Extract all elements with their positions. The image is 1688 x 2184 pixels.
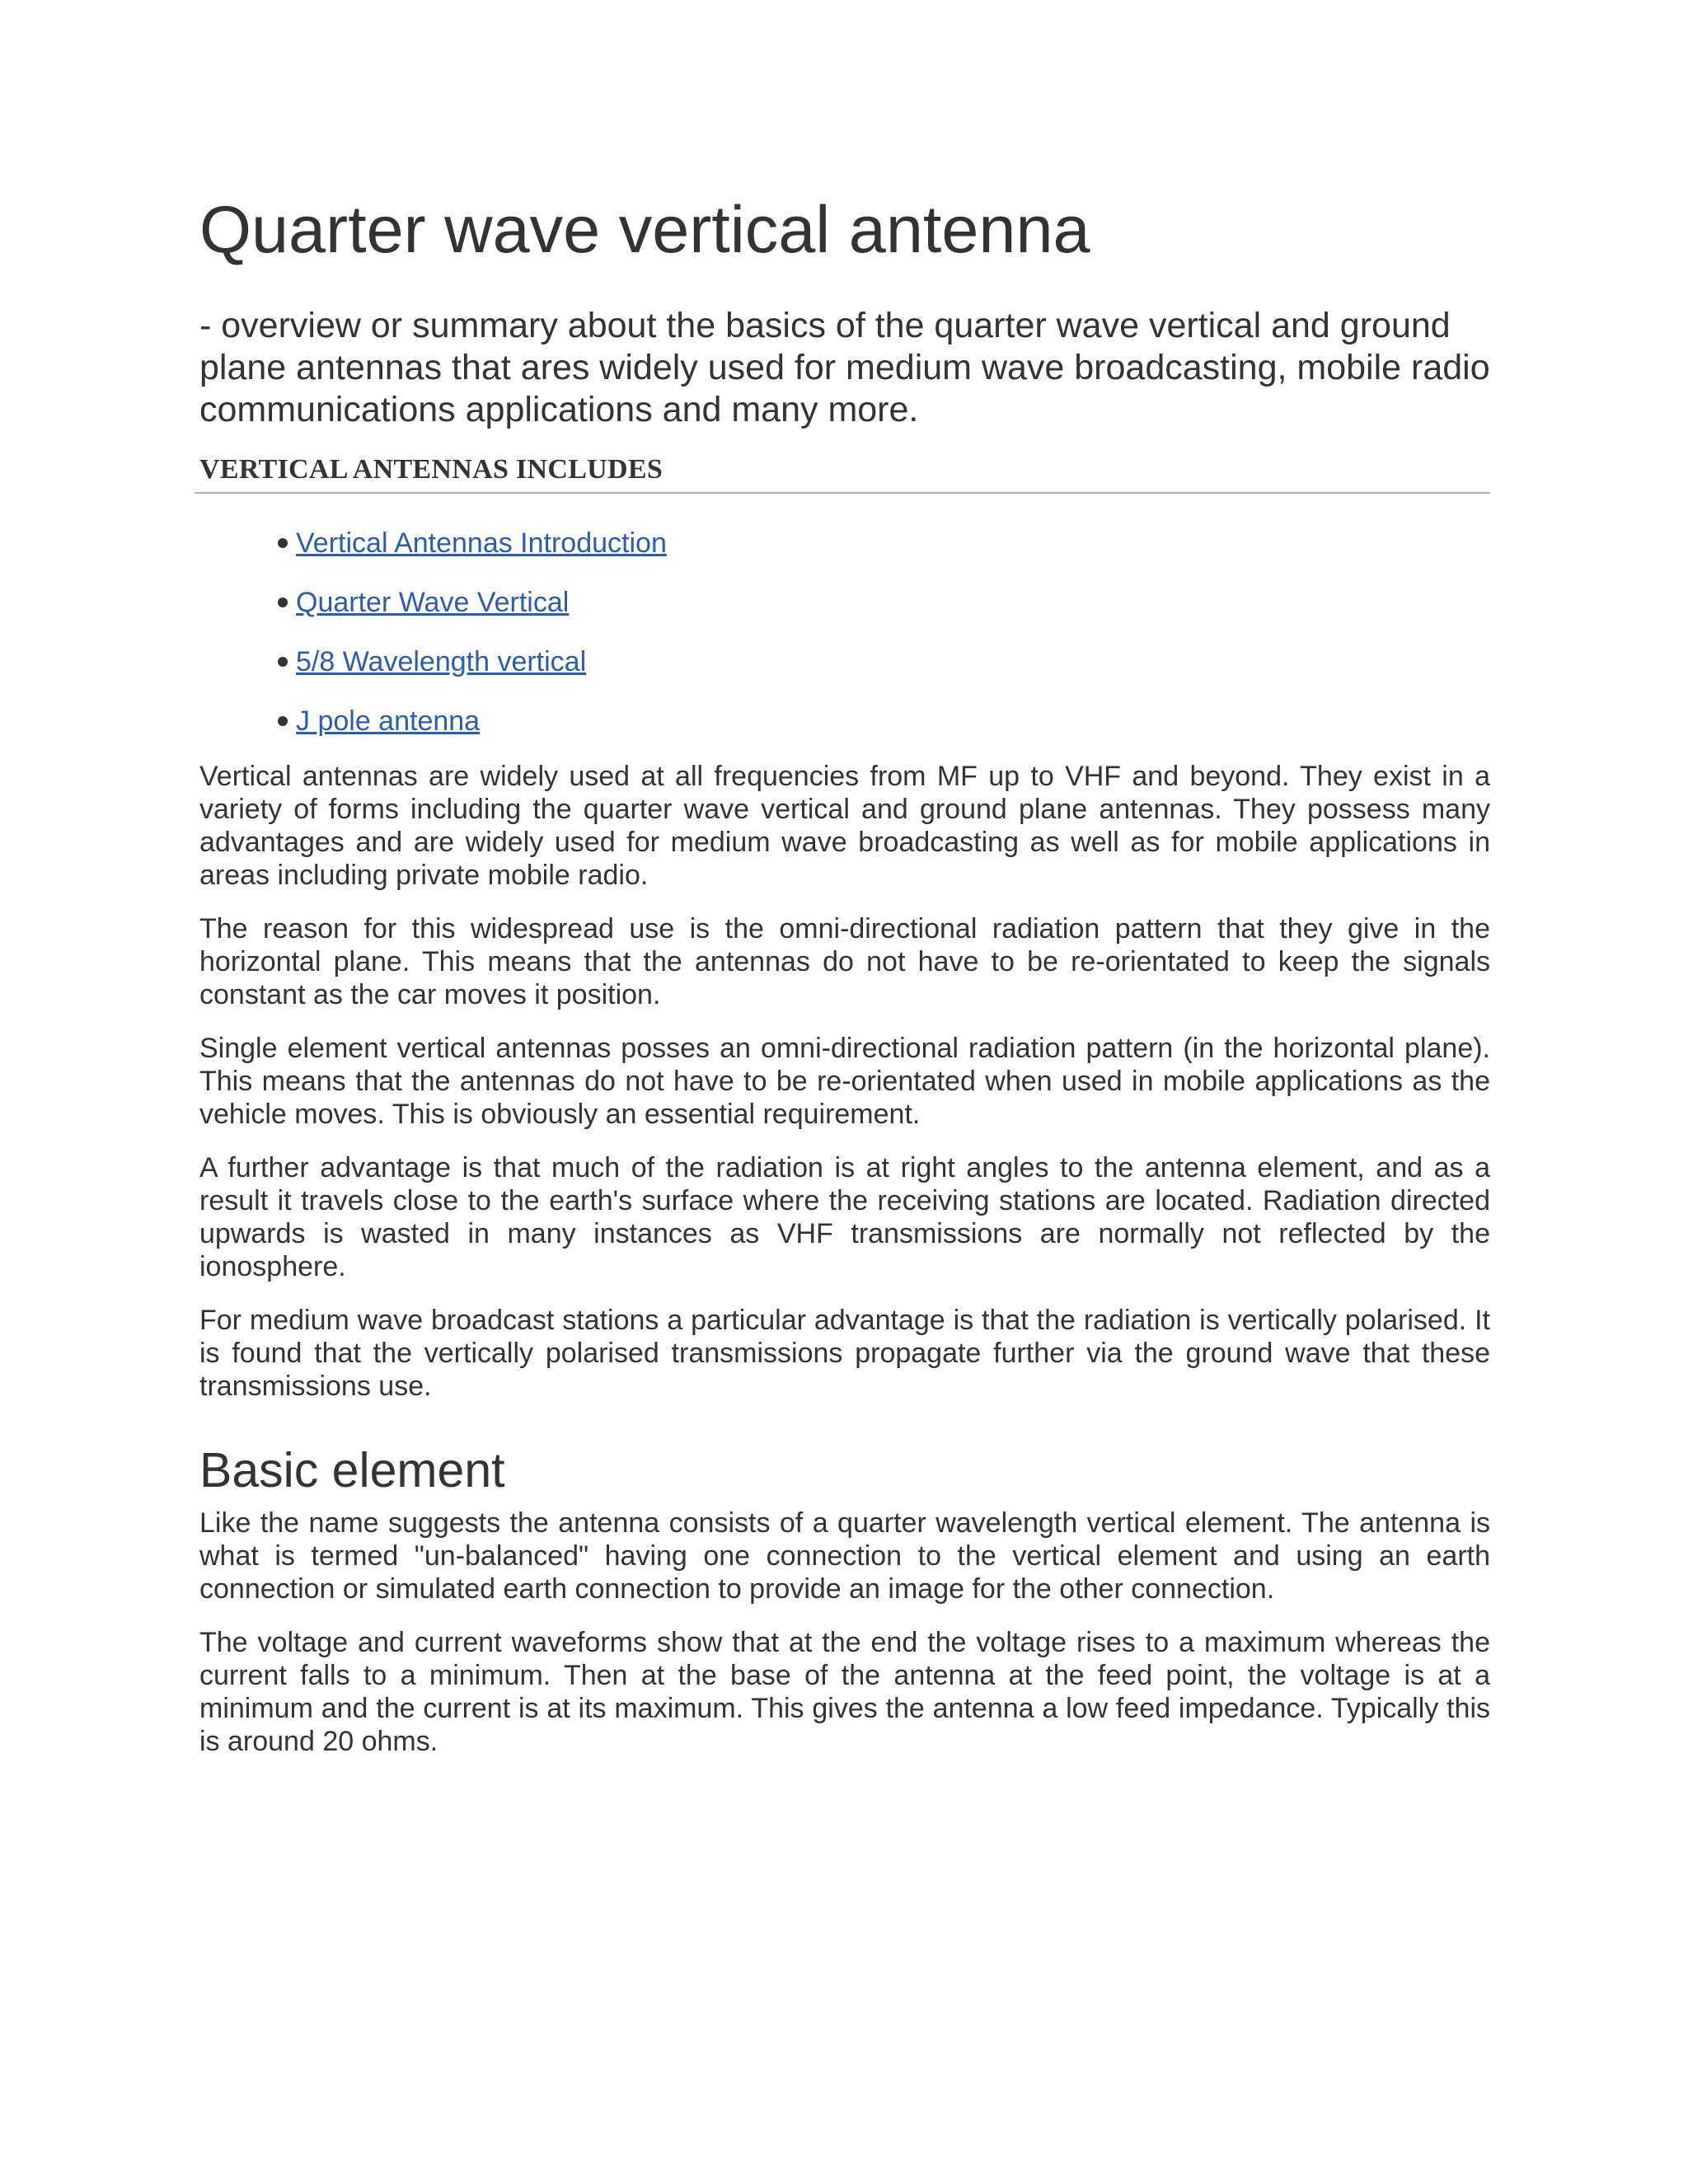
paragraph: A further advantage is that much of the radiation is at right angles to the antenna element, and as a result it travels close to the earth's surface where the receiving stations are located. Radiation directed upwards is wasted in many instances as VHF transmissions are normally not reflected by the ionosphere. — [199, 1152, 1490, 1283]
basic-element-heading: Basic element — [199, 1443, 505, 1498]
paragraph: For medium wave broadcast stations a particular advantage is that the radiation is vertically polarised. It is found that the vertically polarised transmissions propagate further via the ground wave that these transmissions use. — [199, 1305, 1490, 1403]
related-links-list — [199, 527, 1490, 738]
paragraph: Like the name suggests the antenna consists of a quarter wavelength vertical element. The antenna is what is termed "un-balanced" having one connection to the vertical element and using an earth connection or simulated earth connection to provide an image for the other connection. — [199, 1507, 1490, 1605]
page-subtitle: - overview or summary about the basics of the quarter wave vertical and ground plane antennas that ares widely used for medium wave broadcasting, mobile radio communications applications and many more. — [199, 306, 1490, 430]
link-quarter-wave-vertical[interactable]: Quarter Wave Vertical — [296, 587, 570, 619]
intro-section — [199, 760, 1490, 1403]
list-item — [278, 645, 1490, 678]
paragraph: The voltage and current waveforms show that at the end the voltage rises to a maximum whereas the current falls to a minimum. Then at the base of the antenna at the feed point, the voltage is at a minimum and the current is at its maximum. This gives the antenna a low feed impedance. Typically this is around 20 ohms. — [199, 1626, 1490, 1757]
divider — [195, 492, 1490, 494]
bullet-icon — [278, 716, 288, 726]
list-item — [278, 705, 1490, 738]
page-title: Quarter wave vertical antenna — [199, 193, 1090, 267]
list-item — [278, 527, 1490, 560]
link-vertical-antennas-introduction[interactable]: Vertical Antennas Introduction — [296, 527, 667, 560]
basic-element-section — [199, 1507, 1490, 1758]
paragraph: The reason for this widespread use is the omni-directional radiation pattern that they give in the horizontal plane. This means that the antennas do not have to be re-orientated to keep the signals constant as the car moves it position. — [199, 913, 1490, 1011]
link-five-eighths-wavelength-vertical[interactable]: 5/8 Wavelength vertical — [296, 646, 587, 678]
paragraph: Vertical antennas are widely used at all frequencies from MF up to VHF and beyond. They exist in a variety of forms including the quarter wave vertical and ground plane antennas. They possess many advantages and are widely used for medium wave broadcasting as well as for mobile applications in areas including private mobile radio. — [199, 761, 1490, 892]
section-label: VERTICAL ANTENNAS INCLUDES — [199, 454, 663, 485]
paragraph: Single element vertical antennas posses an omni-directional radiation pattern (in the horizontal plane). This means that the antennas do not have to be re-orientated when used in mobile applications as the vehicle moves. This is obviously an essential requirement. — [199, 1033, 1490, 1131]
link-j-pole-antenna[interactable]: J pole antenna — [296, 705, 481, 738]
bullet-icon — [278, 657, 288, 667]
bullet-icon — [278, 538, 288, 548]
bullet-icon — [278, 598, 288, 607]
document-page — [199, 194, 1490, 1779]
list-item — [278, 586, 1490, 619]
